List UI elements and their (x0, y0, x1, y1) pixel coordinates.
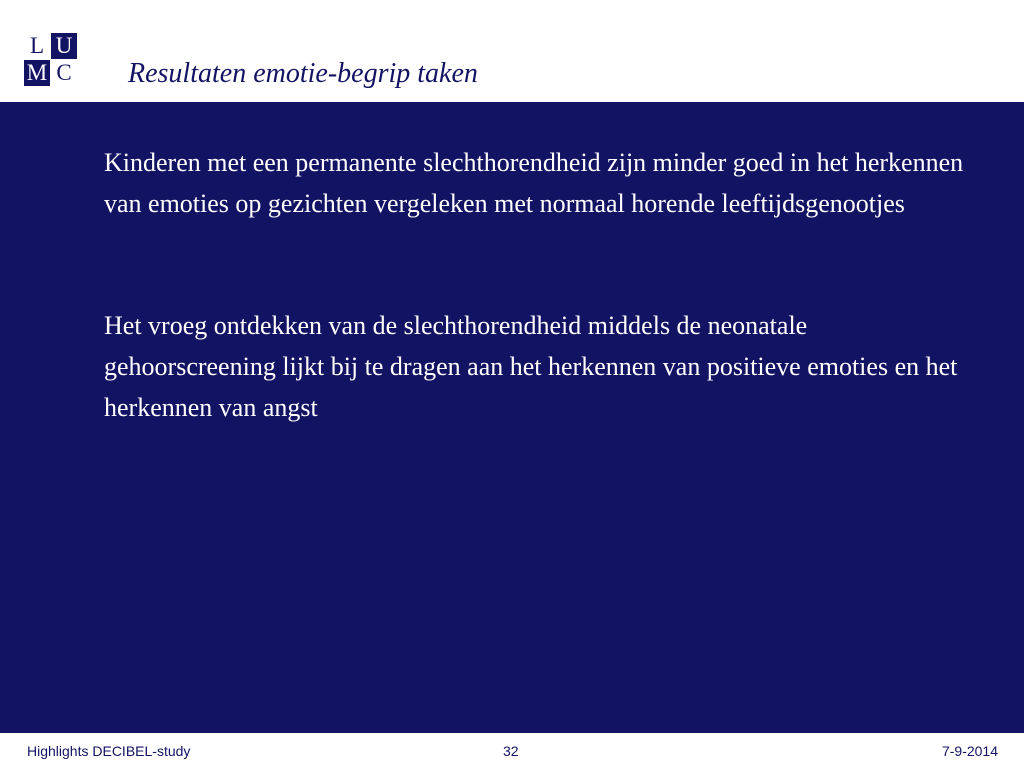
logo-letter-m: M (24, 60, 50, 86)
logo-letter-c: C (56, 60, 72, 85)
paragraph-1: Kinderen met een permanente slechthorendheid zijn minder goed in het herkennen van emoties op gezichten vergeleken met normaal horende leeftijdsgenootjes (104, 148, 964, 218)
lumc-logo (24, 33, 78, 87)
logo-letter-l: L (29, 33, 45, 58)
slide-footer (0, 733, 1024, 768)
footer-presentation-title: Highlights DECIBEL-study (27, 743, 191, 759)
slide-title: Resultaten emotie-begrip taken (128, 58, 478, 89)
paragraph-2: Het vroeg ontdekken van de slechthorendheid middels de neonatale gehoorscreening lijkt bij te dragen aan het herkennen van positieve emoties en het herkennen van angst (104, 311, 958, 422)
slide-body (0, 102, 1024, 733)
footer-date: 7-9-2014 (941, 743, 998, 759)
footer-page-number: 32 (503, 743, 519, 759)
logo-letter-u: U (51, 33, 77, 59)
slide-header (0, 0, 1024, 102)
